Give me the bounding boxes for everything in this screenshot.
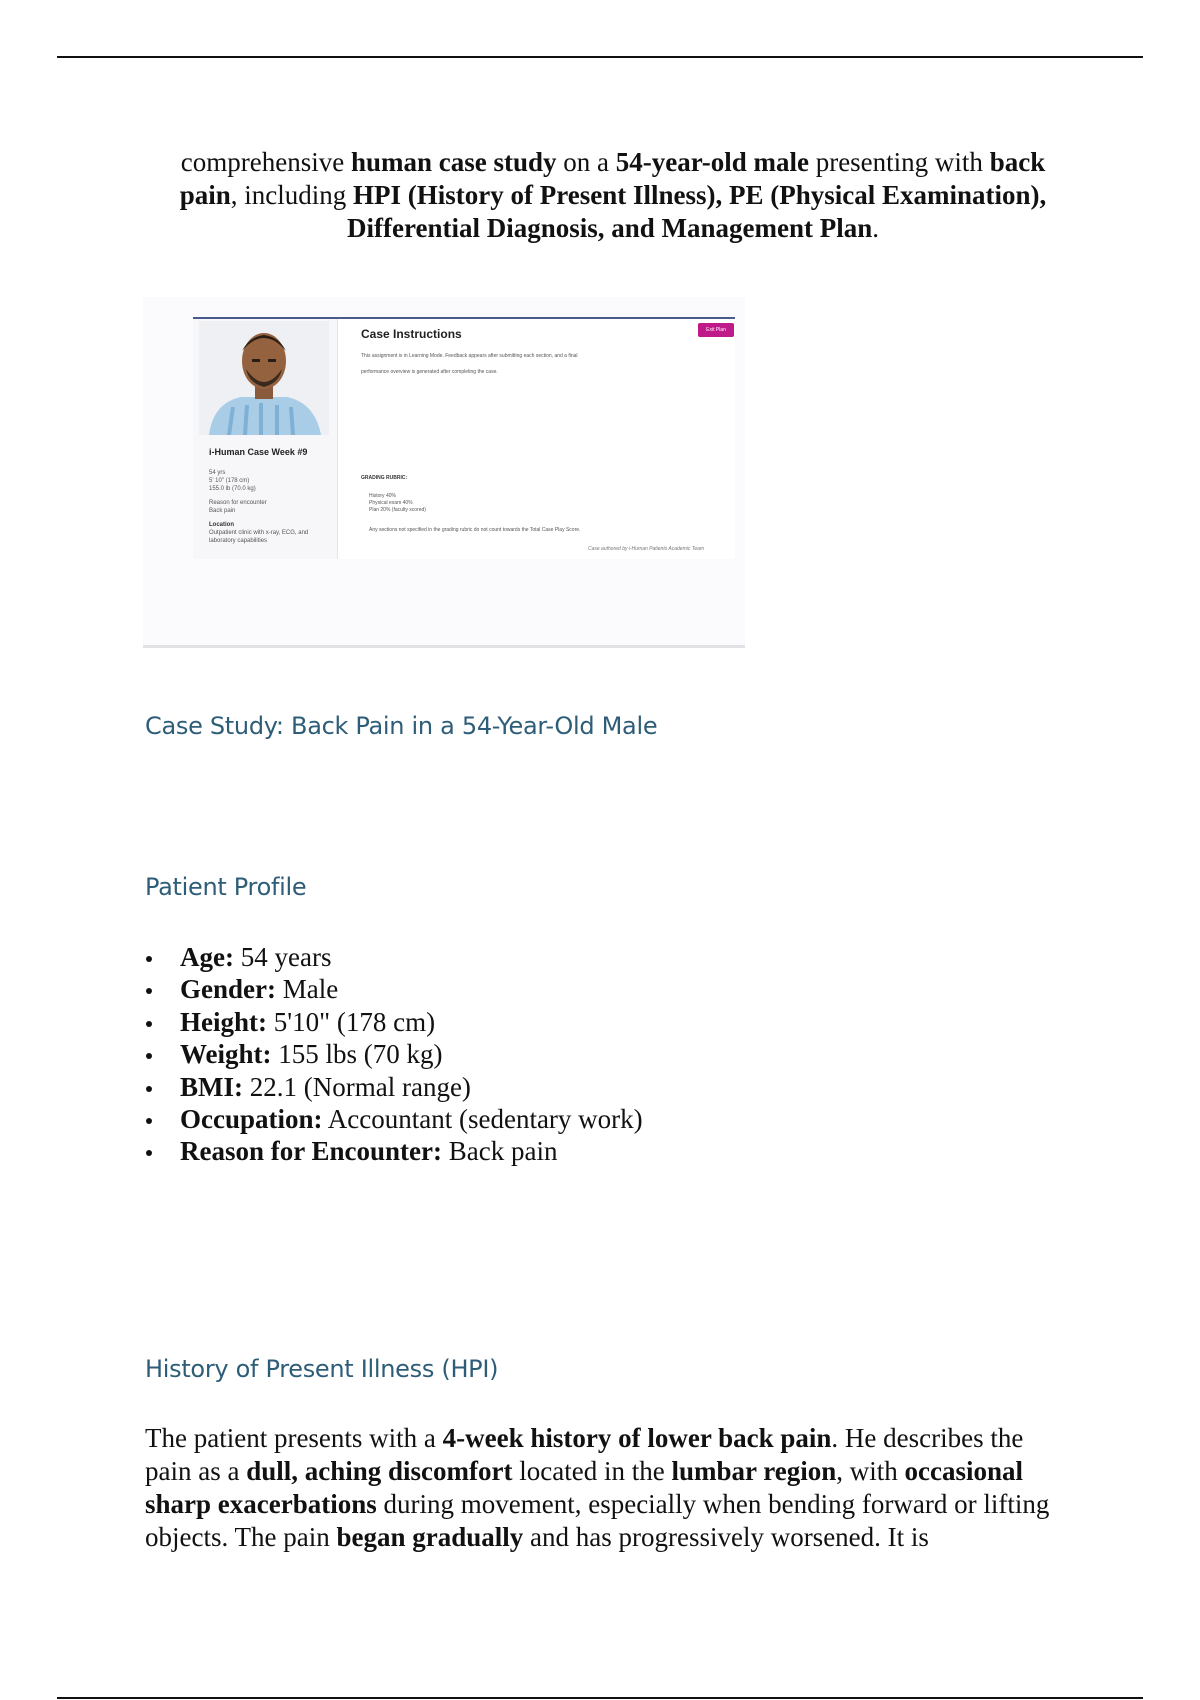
hpi-paragraph: The patient presents with a 4-week history of lower back pain. He describes the pain as a dull, aching discomfort located in the lumbar region, with occasional sharp exacerbations during movement, especially when bending forward or lifting objects. The pain began gradually and has progressively worsened. It is [145,1423,1050,1552]
screenshot-footer: Case authored by i-Human Patients Academic Team [588,546,705,552]
profile-item-age: Age: 54 years [146,941,643,973]
hpi-heading: History of Present Illness (HPI) [145,1355,499,1383]
patient-case-title: i-Human Case Week #9 [209,447,308,457]
grading-note: Any sections not specified in the grading rubric do not count towards the Total Case Play Score. [369,527,581,533]
profile-item-bmi: BMI: 22.1 (Normal range) [146,1071,643,1103]
top-rule [57,56,1143,58]
patient-info-age: 54 yrs [209,470,226,476]
profile-item-height: Height: 5'10" (178 cm) [146,1006,643,1038]
instructions-line-2: performance overview is generated after completing the case. [361,369,498,375]
location-label: Location [209,522,234,528]
grading-item: Plan 20% (faculty scored) [369,507,426,513]
patient-info-height: 5' 10" (178 cm) [209,478,250,484]
exit-plan-button[interactable]: Exit Plan [698,323,734,337]
grading-rubric-title: GRADING RUBRIC: [361,475,408,481]
grading-item: History 40% [369,493,396,499]
reason-value: Back pain [209,508,236,514]
patient-info-weight: 155.0 lb (70.0 kg) [209,486,256,492]
profile-item-gender: Gender: Male [146,973,643,1005]
intro-paragraph: comprehensive human case study on a 54-year-old male presenting with back pain, including HPI (History of Present Illness), PE (Physical Examination), Differential Diagnosis, and Management Plan. [179,147,1047,243]
bottom-rule [57,1697,1143,1699]
location-value: Outpatient clinic with x-ray, ECG, and laboratory capabilities [209,530,309,544]
patient-avatar-image [199,321,329,435]
case-instructions-title: Case Instructions [361,327,462,341]
profile-item-occupation: Occupation: Accountant (sedentary work) [146,1103,643,1135]
instructions-line-1: This assignment is in Learning Mode. Feedback appears after submitting each section, and a final [361,353,578,359]
patient-avatar [199,321,329,435]
profile-item-weight: Weight: 155 lbs (70 kg) [146,1038,643,1070]
case-study-heading: Case Study: Back Pain in a 54-Year-Old Male [145,712,658,740]
patient-profile-heading: Patient Profile [145,873,307,901]
profile-item-reason: Reason for Encounter: Back pain [146,1135,643,1167]
reason-label: Reason for encounter [209,500,267,506]
patient-profile-list [146,941,643,1168]
case-instructions-screenshot [143,297,745,648]
grading-item: Physical exam 40% [369,500,413,506]
screenshot-frame [193,317,735,559]
patient-panel [193,319,338,559]
